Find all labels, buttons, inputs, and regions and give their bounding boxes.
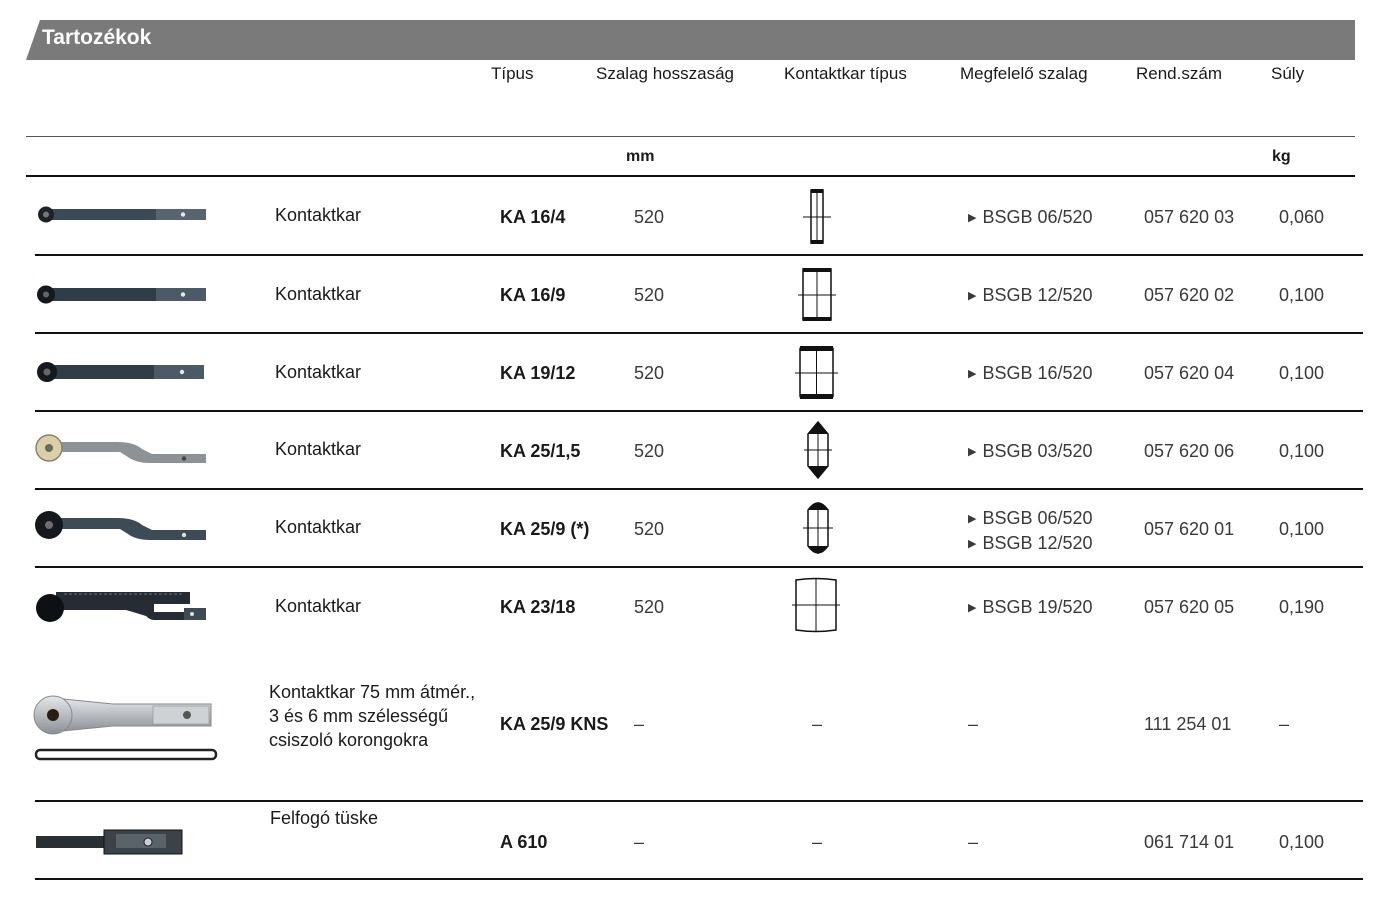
bullet-triangle-icon: ▶ <box>968 538 977 550</box>
product-name: Felfogó tüske <box>270 808 379 828</box>
product-name-line: csiszoló korongokra <box>269 730 429 750</box>
contact-shape-open-rect-icon <box>792 576 840 636</box>
table-top-rule <box>26 175 1355 177</box>
contact-shape-pointed-icon <box>804 420 832 480</box>
product-type: KA 25/1,5 <box>500 441 581 461</box>
matching-belt: ▶ BSGB 06/520 <box>968 508 1093 528</box>
matching-belt: ▶ BSGB 06/520 <box>968 207 1093 227</box>
page-title: Tartozékok <box>42 26 152 49</box>
row-divider <box>35 800 1363 802</box>
order-number: 057 620 05 <box>1144 597 1235 617</box>
header-divider <box>26 136 1355 137</box>
order-number: 111 254 01 <box>1144 714 1232 734</box>
product-name: Kontaktkar <box>275 205 362 225</box>
row-divider <box>35 566 1363 568</box>
bullet-triangle-icon: ▶ <box>968 602 977 614</box>
weight: 0,190 <box>1279 597 1325 617</box>
matching-belt: ▶ BSGB 16/520 <box>968 363 1093 383</box>
order-number: 057 620 06 <box>1144 441 1235 461</box>
contact-arm-image <box>34 432 210 470</box>
bullet-triangle-icon: ▶ <box>968 290 977 302</box>
contact-arm-image <box>36 358 208 386</box>
title-notch <box>26 20 40 60</box>
product-name-multiline <box>269 680 475 752</box>
matching-belt: – <box>968 832 979 852</box>
contact-shape-empty: – <box>812 714 823 734</box>
product-type: KA 16/4 <box>500 207 566 227</box>
table-bottom-rule <box>35 878 1363 880</box>
weight: 0,100 <box>1279 441 1325 461</box>
contact-arm-kns-image <box>33 690 219 766</box>
row-divider <box>35 254 1363 256</box>
col-header-kontaktkar-tipus: Kontaktkar típus <box>784 64 907 83</box>
matching-belt: ▶ BSGB 03/520 <box>968 441 1093 461</box>
product-name: Kontaktkar <box>275 362 362 382</box>
weight: 0,100 <box>1279 519 1325 539</box>
belt-length: 520 <box>634 207 665 227</box>
order-number: 057 620 03 <box>1144 207 1235 227</box>
mandrel-image <box>34 826 186 856</box>
row-divider <box>35 410 1363 412</box>
col-header-rend-szam: Rend.szám <box>1136 64 1222 83</box>
bullet-triangle-icon: ▶ <box>968 368 977 380</box>
matching-belt-list <box>968 507 1093 557</box>
belt-length: 520 <box>634 597 665 617</box>
contact-arm-image <box>36 203 208 227</box>
belt-length: 520 <box>634 363 665 383</box>
title-bar <box>26 20 1355 60</box>
contact-shape-empty: – <box>812 832 823 852</box>
col-header-megfelelo-szalag: Megfelelő szalag <box>960 64 1088 83</box>
bullet-triangle-icon: ▶ <box>968 212 977 224</box>
belt-length: – <box>634 832 645 852</box>
product-type: KA 16/9 <box>500 285 566 305</box>
contact-shape-wide-rect-icon <box>794 344 840 402</box>
product-name: Kontaktkar <box>275 439 362 459</box>
matching-belt: ▶ BSGB 12/520 <box>968 533 1093 553</box>
row-divider <box>35 332 1363 334</box>
product-name: Kontaktkar <box>275 596 362 616</box>
product-name: Kontaktkar <box>275 284 362 304</box>
product-type: KA 19/12 <box>500 363 576 383</box>
order-number: 057 620 01 <box>1144 519 1235 539</box>
belt-length: 520 <box>634 519 665 539</box>
matching-belt: ▶ BSGB 19/520 <box>968 597 1093 617</box>
contact-arm-image <box>34 508 210 548</box>
matching-belt: ▶ BSGB 12/520 <box>968 285 1093 305</box>
belt-length: 520 <box>634 285 665 305</box>
col-header-tipus: Típus <box>491 64 534 83</box>
row-divider <box>35 488 1363 490</box>
product-type: KA 23/18 <box>500 597 576 617</box>
product-type: A 610 <box>500 832 548 852</box>
bullet-triangle-icon: ▶ <box>968 446 977 458</box>
product-name-line: Kontaktkar 75 mm átmér., <box>269 682 476 702</box>
unit-mm: mm <box>626 148 655 165</box>
belt-length: – <box>634 714 645 734</box>
col-header-szalag-hossz: Szalag hosszaság <box>596 64 734 83</box>
weight: 0,100 <box>1279 363 1325 383</box>
product-name: Kontaktkar <box>275 517 362 537</box>
contact-shape-medium-rect-icon <box>796 266 838 324</box>
product-name-line: 3 és 6 mm szélességű <box>269 706 449 726</box>
bullet-triangle-icon: ▶ <box>968 513 977 525</box>
weight: 0,100 <box>1279 832 1325 852</box>
col-header-suly: Súly <box>1271 64 1305 83</box>
product-type: KA 25/9 KNS <box>500 714 609 734</box>
contact-shape-narrow-rect-icon <box>800 188 834 246</box>
belt-length: 520 <box>634 441 665 461</box>
order-number: 057 620 04 <box>1144 363 1235 383</box>
contact-arm-image <box>36 282 208 308</box>
matching-belt: – <box>968 714 979 734</box>
weight: – <box>1279 714 1290 734</box>
order-number: 057 620 02 <box>1144 285 1235 305</box>
contact-arm-image <box>34 586 210 626</box>
product-type: KA 25/9 (*) <box>500 519 590 539</box>
unit-kg: kg <box>1272 148 1291 165</box>
weight: 0,060 <box>1279 207 1325 227</box>
weight: 0,100 <box>1279 285 1325 305</box>
order-number: 061 714 01 <box>1144 832 1235 852</box>
contact-shape-rounded-icon <box>802 498 834 558</box>
